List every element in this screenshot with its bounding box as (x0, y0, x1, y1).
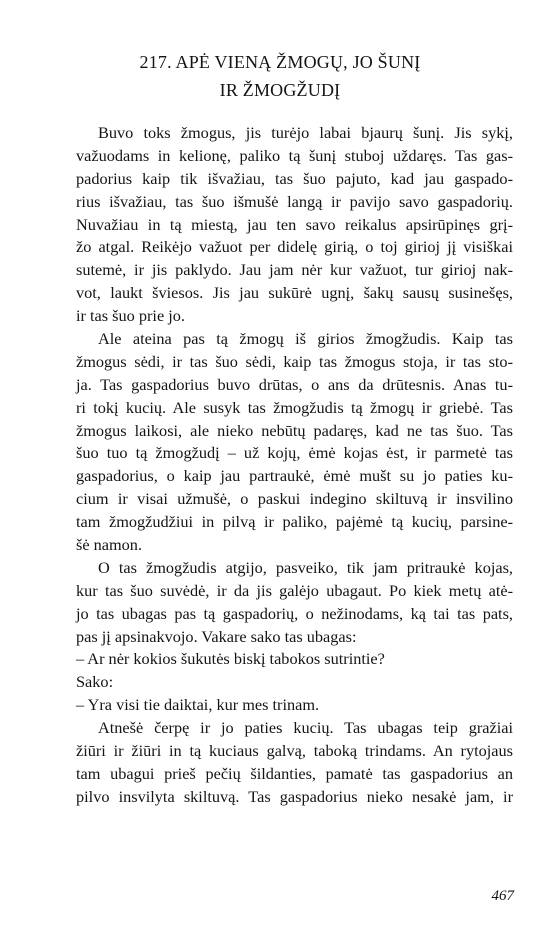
text-line: važuodams in kelionę, paliko tą šunį stuboj uždaręs. Tas gas- (76, 145, 513, 165)
paragraph (76, 694, 513, 717)
text-line: žmogus sėdi, ir tas šuo sėdi, kaip tas žmogus stoja, ir tas sto- (76, 351, 513, 371)
paragraph (76, 122, 513, 328)
text-line: vot, laukt šviesos. Jis jau sukūrė ugnį, šakų sausų susinešęs, (76, 283, 513, 303)
paragraph (76, 671, 513, 694)
text-line: rius išvažiau, tas šuo išmušė langą ir pavijo savo gaspadorių. (76, 191, 513, 211)
text-line: Nuvažiau in tą miestą, jau ten savo reikalus apsirūpinęs grį- (76, 214, 513, 234)
text-line: žiūri ir žiūri in tą kuciaus galvą, taboką trindams. An rytojaus (76, 741, 513, 761)
text-line: jo tas ubagas pas tą gaspadorių, o nežinodams, ką tai tas pats, (76, 603, 513, 623)
text-line: O tas žmogžudis atgijo, pasveiko, tik jam pritraukė kojas, (98, 557, 513, 577)
text-line: ja. Tas gaspadorius buvo drūtas, o ans da drūtesnis. Anas tu- (76, 374, 513, 394)
text-line: Sako: (76, 672, 114, 692)
text-line: – Ar nėr kokios šukutės biskį tabokos sutrintie? (76, 649, 385, 669)
text-line: ri tokį kucių. Ale susyk tas žmogžudis tą žmogų ir griebė. Tas (76, 397, 513, 417)
paragraph (76, 648, 513, 671)
text-line: tam ubagui prieš pečių šildanties, pamatė tas gaspadorius an (76, 763, 513, 783)
chapter-title (0, 48, 560, 104)
text-line: žo atgal. Reikėjo važuot per didelę girią, o toj girioj jį visiškai (76, 237, 513, 257)
chapter-title-line-1: 217. APĖ VIENĄ ŽMOGŲ, JO ŠUNĮ (139, 52, 421, 72)
text-line: Atnešė čerpę ir jo paties kucių. Tas ubagas teip gražiai (98, 718, 513, 738)
text-line: Ale ateina pas tą žmogų iš girios žmogžudis. Kaip tas (98, 329, 513, 349)
text-line: gaspadorius, o kaip jau partraukė, ėmė mušt su jo paties ku- (76, 466, 513, 486)
text-line: padorius kaip tik išvažiau, tas šuo pajuto, kad jau gaspado- (76, 168, 513, 188)
story-text (76, 122, 513, 809)
text-line: – Yra visi tie daiktai, kur mes trinam. (76, 695, 320, 715)
page-number: 467 (491, 888, 514, 904)
text-line: cium ir visai užmušė, o paskui indegino skiltuvą ir insvilino (76, 489, 513, 509)
text-line: žmogus laikosi, ale nieko nebūtų padaręs, kad ne tas šuo. Tas (76, 420, 513, 440)
chapter-title-line-2: IR ŽMOGŽUDĮ (219, 80, 341, 100)
text-line: pas jį apsinakvojo. Vakare sako tas ubagas: (76, 626, 357, 646)
text-line: sutemė, ir jis paklydo. Jau jam nėr kur važuot, tur girioj nak- (76, 260, 513, 280)
text-line: tam žmogžudžiui in pilvą ir paliko, pajėmė tą kucių, parsine- (76, 512, 513, 532)
paragraph (76, 557, 513, 649)
text-line: šuo tuo tą žmogžudį – už kojų, ėmė kojas ėst, ir parmetė tas (76, 443, 513, 463)
text-line: pilvo insvilyta skiltuvą. Tas gaspadorius nieko nesakė jam, ir (76, 786, 513, 806)
text-line: ir tas šuo prie jo. (76, 306, 185, 326)
paragraph (76, 717, 513, 809)
paragraph (76, 328, 513, 557)
text-line: šė namon. (76, 535, 143, 555)
text-line: kur tas šuo suvėdė, ir da jis galėjo ubagaut. Po kiek metų atė- (76, 580, 513, 600)
text-line: Buvo toks žmogus, jis turėjo labai bjaurų šunį. Jis sykį, (98, 123, 513, 142)
